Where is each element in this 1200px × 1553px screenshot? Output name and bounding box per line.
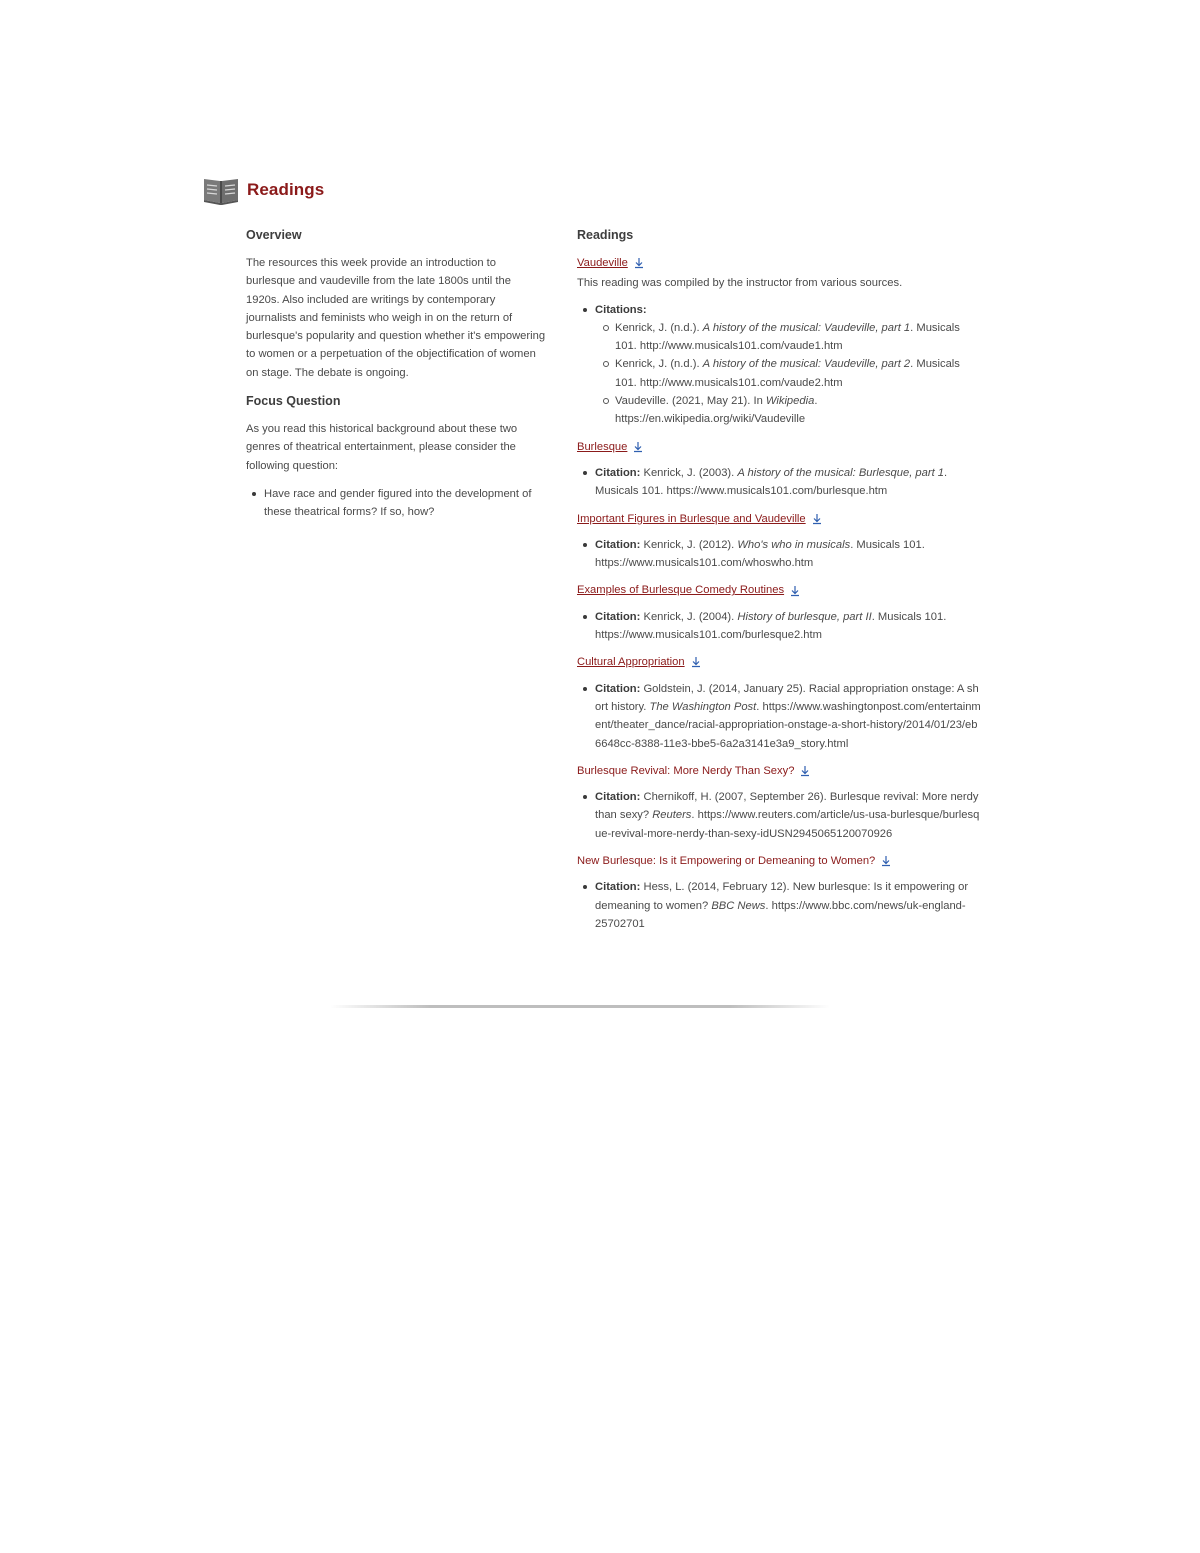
focus-question-heading: Focus Question (246, 394, 341, 409)
comedy-routines-citation-list (577, 608, 981, 645)
bottom-divider (330, 1005, 830, 1008)
burlesque-citation-list (577, 464, 981, 501)
citation-entry (595, 536, 981, 573)
important-figures-link[interactable]: Important Figures in Burlesque and Vaudeville (577, 512, 806, 525)
citation-text: Hess, L. (2014, February 12). New burlesque: Is it empowering or demeaning to women? (595, 881, 969, 912)
comedy-routines-link[interactable]: Examples of Burlesque Comedy Routines (577, 584, 785, 597)
citation-title: BBC News (711, 899, 766, 912)
citation-entry (595, 878, 981, 933)
citation-text: . https://www.reuters.com/article/us-usa-burlesque/burlesque-revival-more-nerdy-than-sexy-idUSN2945065120070926 (595, 809, 980, 840)
citation-text: Vaudeville. (2021, May 21). In (615, 395, 766, 408)
burlesque-revival-citation-list (577, 788, 981, 843)
citation-text: . https://www.bbc.com/news/uk-england-25702701 (595, 899, 966, 930)
reading-important-figures (577, 510, 981, 573)
readings-heading: Readings (577, 228, 634, 242)
overview-column (246, 226, 546, 530)
new-burlesque-citation-list (577, 878, 981, 933)
download-icon[interactable] (789, 585, 801, 597)
vaudeville-citations-list (577, 301, 981, 429)
reading-burlesque-revival (577, 762, 981, 843)
cultural-appropriation-link[interactable]: Cultural Appropriation (577, 656, 685, 669)
focus-question-list (246, 485, 546, 522)
citation-text: Kenrick, J. (2012). (640, 538, 738, 551)
citation-title: A history of the musical: Vaudeville, part 2 (702, 358, 911, 371)
cultural-appropriation-citation-list (577, 680, 981, 753)
citation-text: . https://www.washingtonpost.com/entertainment/theater_dance/racial-appropriation-onstage-a-short-history/2014/01/23/eb6648cc-8388-11e3-bbe5-6a2a3141e3a9_story.html (595, 700, 981, 750)
citation-title: Wikipedia (765, 395, 815, 408)
reading-cultural-appropriation (577, 653, 981, 752)
citation-title: A history of the musical: Burlesque, part 1 (737, 466, 945, 479)
focus-question-text: As you read this historical background about these two genres of theatrical entertainment, please consider the following question: (246, 423, 518, 472)
burlesque-revival-link[interactable]: Burlesque Revival: More Nerdy Than Sexy? (577, 764, 795, 777)
citation-label: Citation: (595, 538, 641, 551)
citation-label: Citation: (595, 791, 641, 804)
citations-label: Citations: (595, 303, 647, 316)
citation-entry (615, 319, 981, 356)
burlesque-link[interactable]: Burlesque (577, 440, 628, 453)
citation-title: A history of the musical: Vaudeville, part 1 (702, 321, 911, 334)
focus-question-item: Have race and gender figured into the development of these theatrical forms? If so, how? (264, 485, 546, 522)
citation-text: . Musicals 101. https://www.musicals101.com/whoswho.htm (595, 538, 925, 570)
overview-heading: Overview (246, 228, 302, 242)
citation-title: Reuters (652, 809, 692, 822)
page-title: Readings (247, 180, 325, 199)
citation-label: Citation: (595, 881, 641, 894)
new-burlesque-link[interactable]: New Burlesque: Is it Empowering or Demeaning to Women? (577, 855, 876, 868)
download-icon[interactable] (811, 513, 823, 525)
citations-item (595, 301, 981, 429)
vaudeville-link[interactable]: Vaudeville (577, 257, 628, 269)
citation-entry (595, 464, 981, 501)
citation-title: Who's who in musicals (737, 538, 851, 551)
reading-new-burlesque (577, 852, 981, 933)
citation-entry (615, 355, 981, 392)
download-icon[interactable] (880, 855, 892, 867)
citation-text: Kenrick, J. (n.d.). (615, 321, 703, 334)
reading-comedy-routines (577, 581, 981, 644)
citation-label: Citation: (595, 466, 641, 479)
citation-text: Goldstein, J. (2014, January 25). Racial appropriation onstage: A short history. (595, 682, 979, 713)
overview-text: The resources this week provide an introduction to burlesque and vaudeville from the late 1800s until the 1920s. Also included are writings by contemporary journalists and feminists who weigh in on the return of burlesque's popularity and question whether it's empowering to women or a perpetuation of the objectification of women on stage. The debate is ongoing. (246, 257, 546, 379)
citation-text: Chernikoff, H. (2007, September 26). Burlesque revival: More nerdy than sexy? (595, 791, 979, 822)
citation-title: The Washington Post (649, 700, 757, 713)
citation-label: Citation: (595, 610, 641, 623)
reading-vaudeville (577, 254, 981, 429)
citation-text: Kenrick, J. (n.d.). (615, 358, 703, 371)
citation-entry (615, 392, 981, 429)
citation-text: Kenrick, J. (2003). (640, 466, 738, 479)
vaudeville-sub-citations (595, 319, 981, 429)
download-icon[interactable] (633, 257, 645, 269)
citation-entry (595, 788, 981, 843)
citation-text: . https://en.wikipedia.org/wiki/Vaudeville (615, 395, 818, 426)
readings-column (577, 226, 981, 942)
citation-label: Citation: (595, 682, 641, 695)
download-icon[interactable] (799, 765, 811, 777)
download-icon[interactable] (690, 656, 702, 668)
citation-text: . Musicals 101. https://www.musicals101.com/burlesque.htm (595, 466, 948, 498)
citation-text: . Musicals 101. https://www.musicals101.com/burlesque2.htm (595, 610, 947, 642)
reading-burlesque (577, 438, 981, 501)
citation-title: History of burlesque, part II (737, 610, 872, 623)
citation-entry (595, 680, 981, 753)
citation-text: . Musicals 101. http://www.musicals101.com/vaude2.htm (615, 358, 960, 389)
vaudeville-description: This reading was compiled by the instructor from various sources. (577, 277, 903, 290)
citation-text: . Musicals 101. http://www.musicals101.com/vaude1.htm (615, 321, 960, 353)
important-figures-citation-list (577, 536, 981, 573)
citation-entry (595, 608, 981, 645)
page-header (203, 174, 324, 206)
citation-text: Kenrick, J. (2004). (640, 610, 738, 623)
download-icon[interactable] (632, 441, 644, 453)
book-icon (203, 175, 239, 205)
